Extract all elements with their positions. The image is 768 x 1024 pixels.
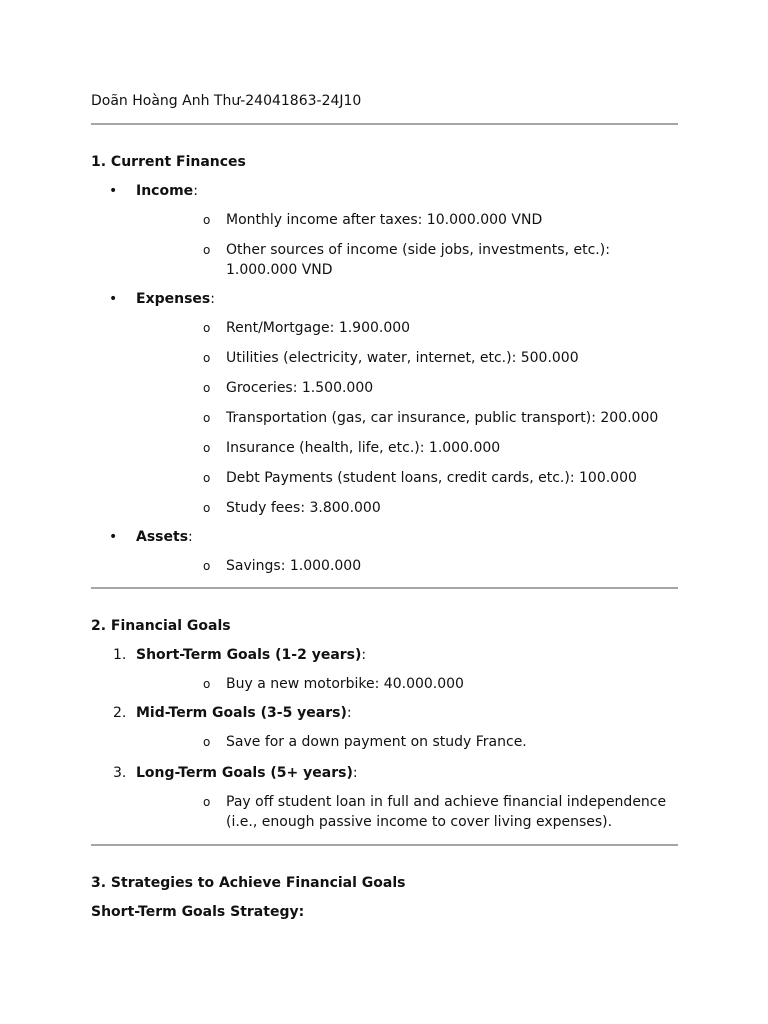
income-sublist: [136, 210, 678, 280]
list-item: o Study fees: 3.800.000: [203, 500, 381, 516]
list-item: o Utilities (electricity, water, internet, etc.): 500.000: [203, 350, 579, 366]
list-item: o Transportation (gas, car insurance, public transport): 200.000: [203, 410, 659, 426]
income-label: Income: [136, 183, 194, 199]
circle-bullet-icon: o: [203, 243, 211, 257]
bullet-icon: •: [109, 183, 118, 199]
circle-bullet-icon: o: [203, 501, 211, 515]
circle-bullet-icon: o: [203, 441, 211, 455]
document-page: [91, 92, 678, 921]
financial-goals-list: [91, 646, 678, 832]
section-title-current-finances: 1. Current Finances: [91, 154, 246, 170]
list-item: o Rent/Mortgage: 1.900.000: [203, 320, 411, 336]
section-title-strategies: 3. Strategies to Achieve Financial Goals: [91, 875, 406, 891]
short-term-strategy-heading: Short-Term Goals Strategy:: [91, 904, 305, 920]
assets-sublist: [136, 556, 678, 576]
list-item: o Groceries: 1.500.000: [203, 380, 374, 396]
long-term-goals-sublist: [136, 792, 678, 832]
mid-term-goals-sublist: [136, 732, 678, 752]
bullet-icon: •: [109, 291, 118, 307]
assets-label: Assets: [136, 529, 189, 545]
list-item: o Savings: 1.000.000: [203, 558, 362, 574]
long-term-goals-label: Long-Term Goals (5+ years): [136, 765, 353, 781]
mid-term-goals-item: 2. Mid-Term Goals (3-5 years): o Save for a down payment on study France.: [91, 704, 678, 752]
author-line: Doãn Hoàng Anh Thư-24041863-24J10: [91, 93, 362, 109]
long-term-goals-item: 3. Long-Term Goals (5+ years): o Pay off student loan in full and achieve financial independence (i.e., enough passive income to cover living expenses).: [91, 764, 678, 832]
horizontal-rule: [91, 587, 678, 589]
list-item: o Debt Payments (student loans, credit cards, etc.): 100.000: [203, 470, 637, 486]
circle-bullet-icon: o: [203, 471, 211, 485]
expenses-item: • Expenses: o Rent/Mortgage: 1.900.000 o Utilities (electricity, water, internet, etc.): 500.000 o Groceries: 1.500.000 o Transportation (gas, car insurance, public transport): 200.000 o Insurance (health, life, etc.): 1.000.000 o Debt Payments (student loans, credit cards, etc.): 100.000 o Study fees: 3.800.000: [91, 290, 678, 518]
short-term-goals-label: Short-Term Goals (1-2 years): [136, 647, 362, 663]
list-item: o Other sources of income (side jobs, investments, etc.): 1.000.000 VND: [203, 242, 610, 278]
expenses-sublist: [136, 318, 678, 518]
list-item: o Monthly income after taxes: 10.000.000 VND: [203, 212, 543, 228]
list-item: o Pay off student loan in full and achieve financial independence (i.e., enough passive income to cover living expenses).: [203, 794, 667, 830]
horizontal-rule: [91, 844, 678, 846]
income-item: • Income: o Monthly income after taxes: 10.000.000 VND o Other sources of income (side jobs, investments, etc.): 1.000.000 VND: [91, 182, 678, 280]
short-term-goals-sublist: [136, 674, 678, 694]
expenses-label: Expenses: [136, 291, 211, 307]
circle-bullet-icon: o: [203, 795, 211, 809]
section-title-financial-goals: 2. Financial Goals: [91, 618, 231, 634]
circle-bullet-icon: o: [203, 351, 211, 365]
list-number: 2.: [113, 705, 127, 721]
circle-bullet-icon: o: [203, 677, 211, 691]
mid-term-goals-label: Mid-Term Goals (3-5 years): [136, 705, 347, 721]
list-number: 3.: [113, 765, 127, 781]
circle-bullet-icon: o: [203, 321, 211, 335]
assets-item: • Assets: o Savings: 1.000.000: [91, 528, 678, 576]
circle-bullet-icon: o: [203, 411, 211, 425]
list-item: o Buy a new motorbike: 40.000.000: [203, 676, 464, 692]
circle-bullet-icon: o: [203, 381, 211, 395]
list-item: o Insurance (health, life, etc.): 1.000.000: [203, 440, 501, 456]
circle-bullet-icon: o: [203, 213, 211, 227]
circle-bullet-icon: o: [203, 559, 211, 573]
short-term-goals-item: 1. Short-Term Goals (1-2 years): o Buy a new motorbike: 40.000.000: [91, 646, 678, 694]
circle-bullet-icon: o: [203, 735, 211, 749]
list-item: o Save for a down payment on study France.: [203, 734, 527, 750]
horizontal-rule: [91, 123, 678, 125]
current-finances-list: [91, 182, 678, 576]
list-number: 1.: [113, 647, 127, 663]
bullet-icon: •: [109, 529, 118, 545]
